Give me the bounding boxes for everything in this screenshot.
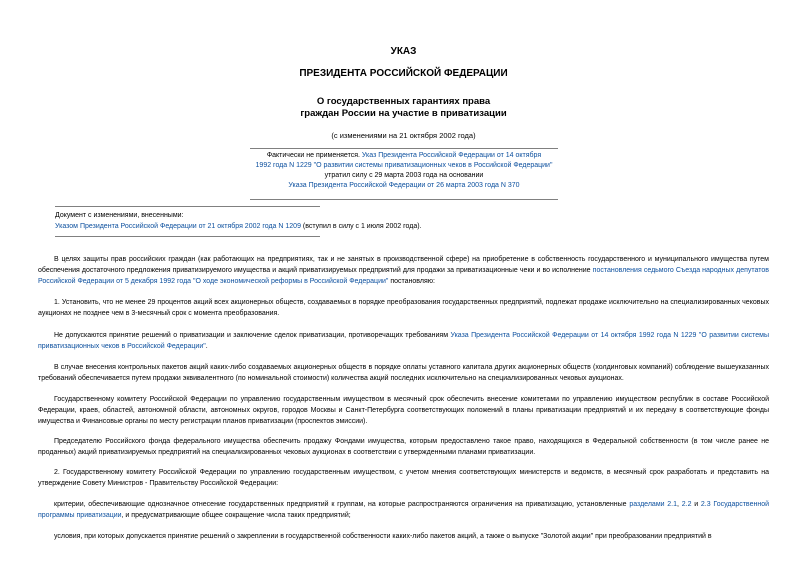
notice-line-4 bbox=[250, 181, 558, 191]
paragraph: Государственному комитету Российской Федерации по управлению государственным имуществом в месячный срок обеспечить внесение комитетами по управлению имуществом республик в составе Российской Федерации, краев, областей, автономной области, автономных округов, городов Москвы и Санкт-Петербурга соответствующих положений в планы приватизации предприятий и их передачу в соответствующие фонды имущества и Финансовые органы по месту регистрации планов приватизации (проспектов эмиссии). bbox=[38, 396, 769, 425]
divider bbox=[250, 199, 558, 200]
paragraph-text: Не допускаются принятие решений о приватизации и заключение сделок приватизации, противоречащих требованиям bbox=[54, 332, 451, 339]
paragraph-text: В целях защиты прав российских граждан (как работающих на предприятиях, так и не занятых в производственной сфере) на приобретение в собственность государственного и муниципального имущества путем обеспечения достаточного предложения приватизируемого имущества и акций приватизируемых предприятий для продажи за приватизационные чеки и во исполнение bbox=[38, 256, 769, 274]
divider bbox=[250, 148, 558, 149]
decree-reference-link[interactable]: Указа Президента Российской Федерации от 14 октября 1992 года N 1229 "О развитии системы приватизационных чеков в Российской Федерации" bbox=[38, 332, 769, 350]
amending-decree-link[interactable]: Указом Президента Российской Федерации от 21 октября 2002 года N 1209 bbox=[55, 223, 301, 230]
section-link[interactable]: разделами 2.1 bbox=[629, 501, 678, 508]
changes-suffix: (вступил в силу с 1 июля 2002 года). bbox=[302, 223, 422, 230]
resolution-link[interactable]: постановления седьмого Съезда народных депутатов Российской Федерации от 5 декабря 1992 года "О ходе экономической реформы в Российской Федерации" bbox=[38, 267, 770, 285]
paragraph-text: и bbox=[691, 501, 701, 508]
paragraph-text: , bbox=[677, 501, 682, 508]
paragraph: 1. Установить, что не менее 29 процентов акций всех акционерных обществ, создаваемых в порядке преобразования государственных предприятий, подлежат продаже исключительно на специализированных чековых аукционах не позднее чем в 3-месячный срок с момента преобразования. bbox=[38, 299, 769, 317]
paragraph-text: , и предусматривающие общее сокращение числа таких предприятий; bbox=[121, 512, 351, 519]
paragraph: Председателю Российского фонда федерального имущества обеспечить продажу Фондами имущества, которым предоставлено такое право, находящихся в Федеральной собственности (в том числе ранее не проданных) акций приватизируемых предприятий на специализированных чековых аукционах в соответствии с утвержденными планами приватизации. bbox=[38, 438, 769, 456]
decree-link-continued[interactable]: 1992 года N 1229 "О развитии системы приватизационных чеков в Российской Федерации" bbox=[255, 162, 553, 169]
changes-label: Документ с изменениями, внесенными: bbox=[55, 212, 184, 219]
applicability-notice bbox=[250, 151, 558, 191]
subtitle-line-1: О государственных гарантиях права bbox=[316, 96, 491, 107]
notice-line-2 bbox=[250, 161, 558, 171]
decree-link[interactable]: Указ Президента Российской Федерации от 14 октября bbox=[361, 152, 542, 159]
paragraph: условия, при которых допускается принятие решений о закреплении в государственной собственности каких-либо пакетов акций, а также о выпуске "Золотой акции" при преобразовании предприятий в bbox=[54, 533, 712, 540]
notice-prefix: Фактически не применяется. bbox=[266, 152, 360, 159]
paragraph-text: критерии, обеспечивающие однозначное отнесение государственных предприятий к группам, на которые распространяются ограничения на приватизацию, установленные bbox=[54, 501, 630, 508]
paragraph bbox=[38, 499, 769, 521]
repeal-decree-link[interactable]: Указа Президента Российской Федерации от 26 марта 2003 года N 370 bbox=[288, 182, 520, 189]
amendment-note: (с изменениями на 21 октября 2002 года) bbox=[331, 131, 476, 140]
section-link[interactable]: 2.2 bbox=[681, 501, 692, 508]
divider bbox=[55, 206, 320, 207]
document-issuer: ПРЕЗИДЕНТА РОССИЙСКОЙ ФЕДЕРАЦИИ bbox=[299, 68, 508, 79]
paragraph-text: постановляю: bbox=[388, 278, 435, 285]
document-changes bbox=[55, 210, 475, 232]
paragraph: 2. Государственному комитету Российской Федерации по управлению государственным имуществом, с учетом мнения соответствующих министерств и ведомств, в месячный срок разработать и представить на утверждение Совету Министров - Правительству Российской Федерации: bbox=[38, 469, 769, 487]
section-link[interactable]: 2.3 Государственной программы приватизации bbox=[38, 501, 769, 519]
changes-line bbox=[55, 221, 475, 232]
paragraph bbox=[38, 254, 769, 287]
paragraph-text: . bbox=[205, 343, 208, 350]
subtitle-line-2: граждан России на участие в приватизации bbox=[300, 108, 507, 119]
notice-line-1 bbox=[250, 151, 558, 161]
document-subtitle bbox=[200, 96, 607, 120]
paragraph bbox=[38, 330, 769, 352]
document-title: УКАЗ bbox=[390, 46, 417, 57]
paragraph: В случае внесения контрольных пакетов акций каких-либо создаваемых акционерных обществ в порядке оплаты уставного капитала других акционерных обществ (холдинговых компаний) соблюдение вышеуказанных требований обеспечивается путем продажи эквивалентного (по номинальной стоимости) количества акций последних исключительно на специализированных чековых аукционах. bbox=[38, 364, 769, 382]
divider bbox=[55, 236, 320, 237]
notice-line-3: утратил силу с 29 марта 2003 года на основании bbox=[324, 172, 484, 179]
